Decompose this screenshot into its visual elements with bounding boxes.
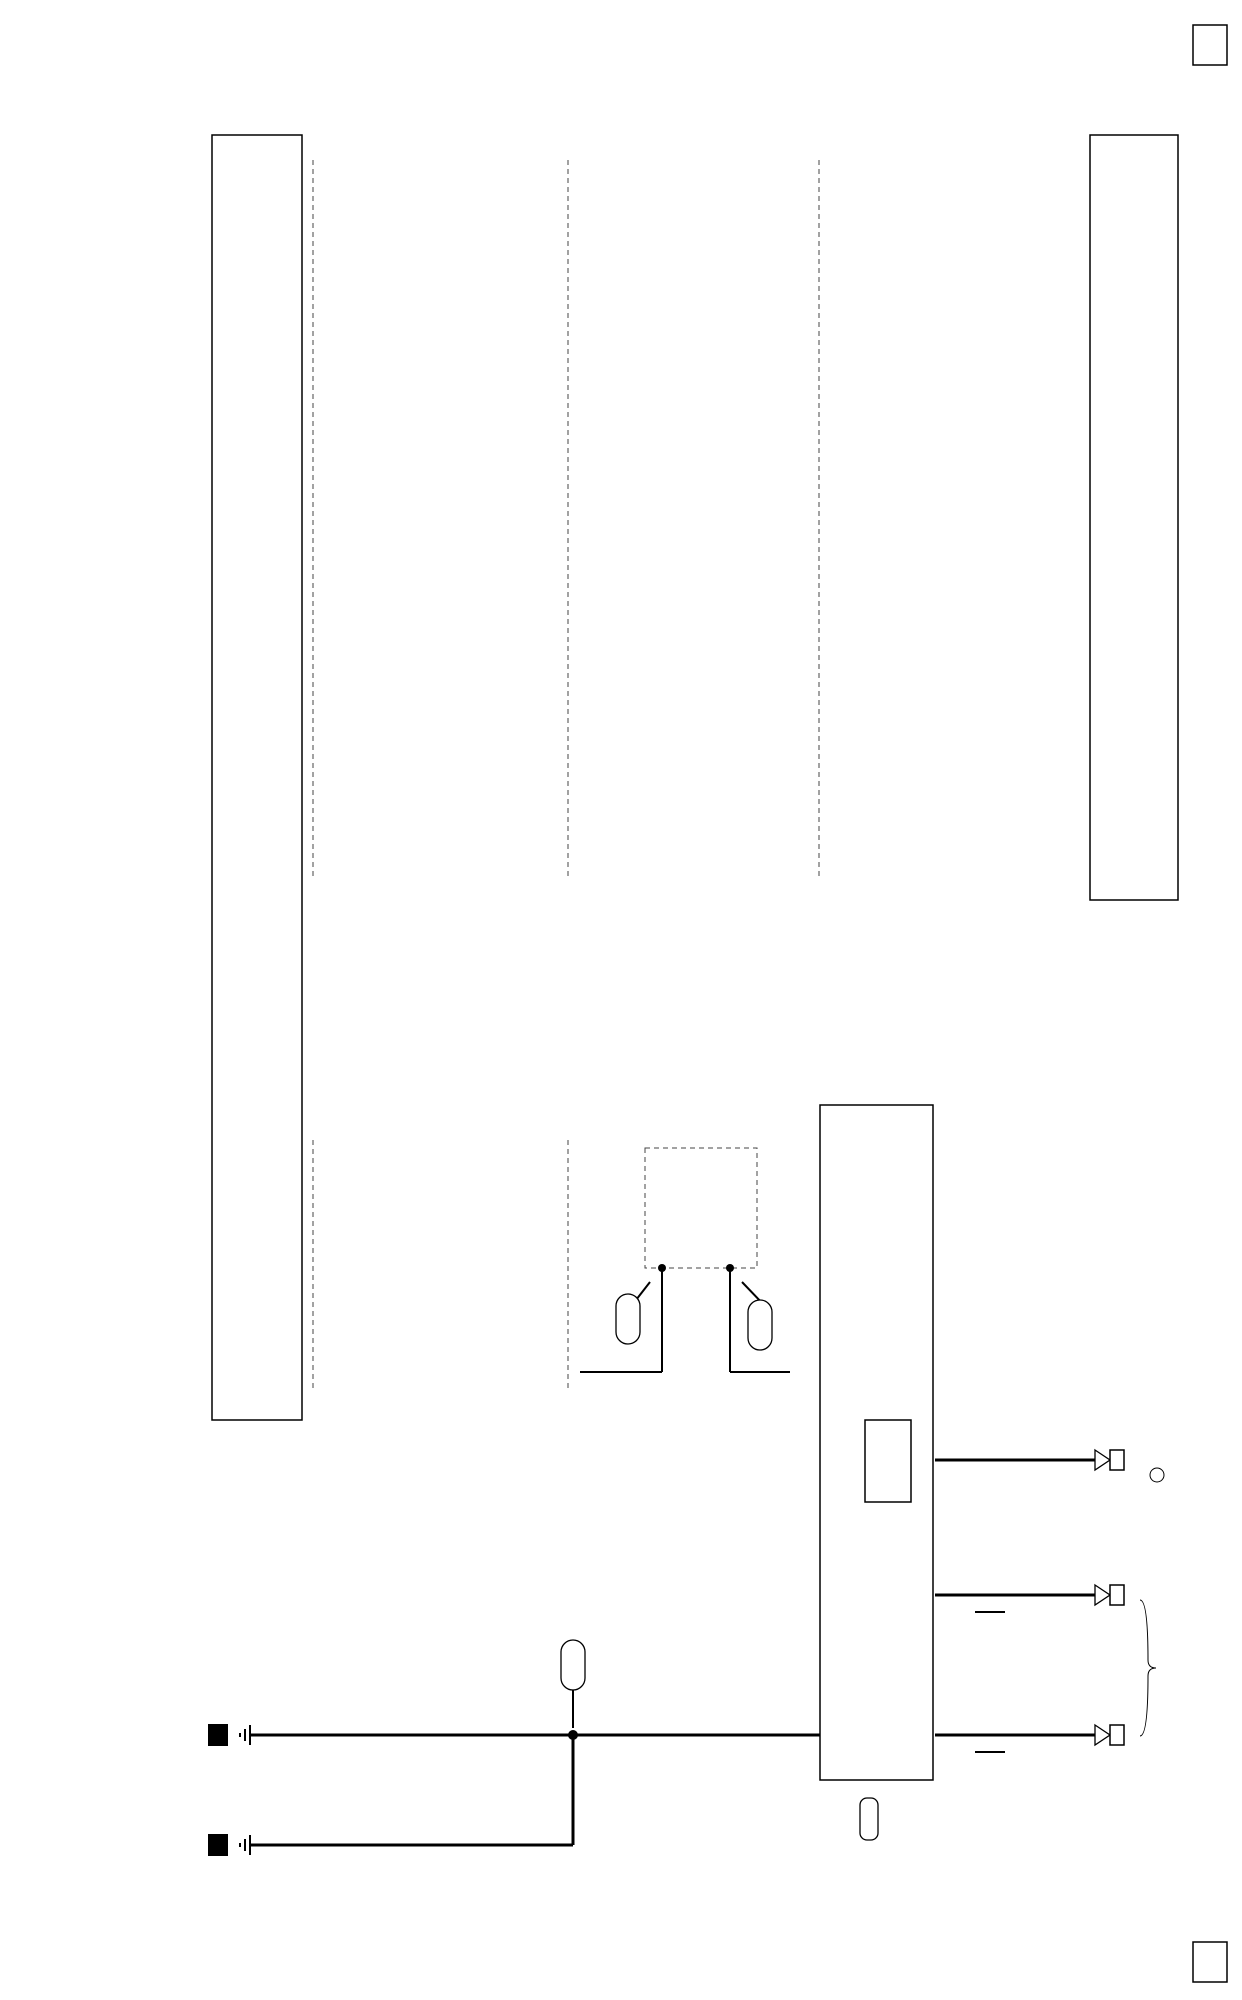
satellite-radio-tuner-component <box>820 1105 933 1840</box>
multivision-display-component <box>212 135 302 1420</box>
can-circuit-11 <box>935 1725 1124 1752</box>
shield-dash-box <box>645 1148 757 1268</box>
ground-circuit <box>208 1640 820 1856</box>
power-circuit-fuse <box>935 1450 1164 1482</box>
splice-s026 <box>726 1264 790 1372</box>
page-number-bottom <box>1193 1942 1227 1982</box>
joint-connector-label <box>1140 1600 1156 1736</box>
audio-amplifier-component <box>1090 135 1178 900</box>
can-circuit-4 <box>935 1585 1124 1612</box>
splice-s032 <box>580 1264 666 1372</box>
page-number-top <box>1193 25 1227 65</box>
ground-symbol-b <box>208 1834 250 1856</box>
ground-symbol-a <box>208 1724 250 1746</box>
